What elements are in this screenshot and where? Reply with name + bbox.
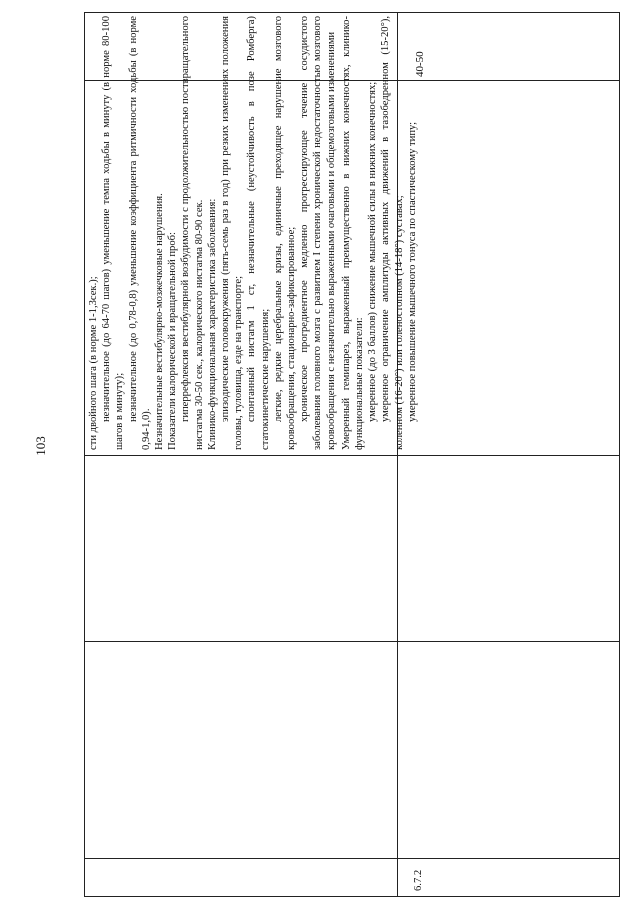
desc-line: сти двойного шага (в норме 1-1,3сек.); (88, 276, 99, 450)
desc-line: Клинико-функциональная характеристика заболевания: (206, 198, 218, 450)
desc-line: эпизодические головокружения (пять-семь раз в год) при резких изменениях положения головы, туловища, езде на транспорте; (220, 16, 245, 450)
desc-line: Незначительные вестибулярно-мозжечковые нарушения. (154, 193, 166, 450)
desc-line: умеренное повышение мышечного тонуса по спастическому типу; (406, 121, 418, 422)
desc-line: незначительное (до 64-70 шагов) уменьшение темпа ходьбы в минуту (в норме 80-100 шагов в минуту); (101, 16, 126, 450)
desc-line: хроническое прогредиентное медленно прогрессирующее течение сосудистого заболевания головного мозга с развитием I степени хронической недостаточностью мозгового кровообращения с незначительно выраженными очаговыми и общемозговыми изменениями (299, 16, 337, 450)
desc-line: незначительное (до 0,78-0,8) уменьшение коэффициента ритмичности ходьбы (в норме 0,94-1,0). (127, 16, 152, 450)
points-value: 40-50 (414, 51, 426, 77)
desc-line: спонтанный нистагм 1 ст, незначительные (неустойчивость в позе Ромберга) статокинетические нарушения; (246, 16, 271, 450)
page-number: 103 (33, 436, 48, 456)
desc-line: гиперрефлексия вестибулярной возбудимости с продолжительностью поствращательного нистагма 30-50 сек., калорического нистагма 80-90 сек. (180, 16, 205, 450)
row-code: 6.7.2 (413, 869, 424, 891)
desc-line: умеренное ограничение амплитуды активных движений в тазобедренном (15-20°), коленном (16-20°) или голеностопном (14-18°) суставах; (380, 16, 405, 450)
description-cell (87, 16, 617, 450)
desc-line: легкие, редкие церебральные кризы, единичные преходящее нарушение мозгового кровообращения, стационарно-зафиксированное; (272, 16, 298, 450)
desc-line: Показатели калорической и вращательной проб: (167, 232, 179, 450)
rotated-table (84, 12, 620, 897)
desc-line: умеренное (до 3 баллов) снижение мышечной силы в нижних конечностях; (367, 81, 379, 422)
desc-line: Умеренный гемипарез, выраженный преимущественно в нижних конечностях, клинико-функциональные показатели: (340, 16, 366, 450)
